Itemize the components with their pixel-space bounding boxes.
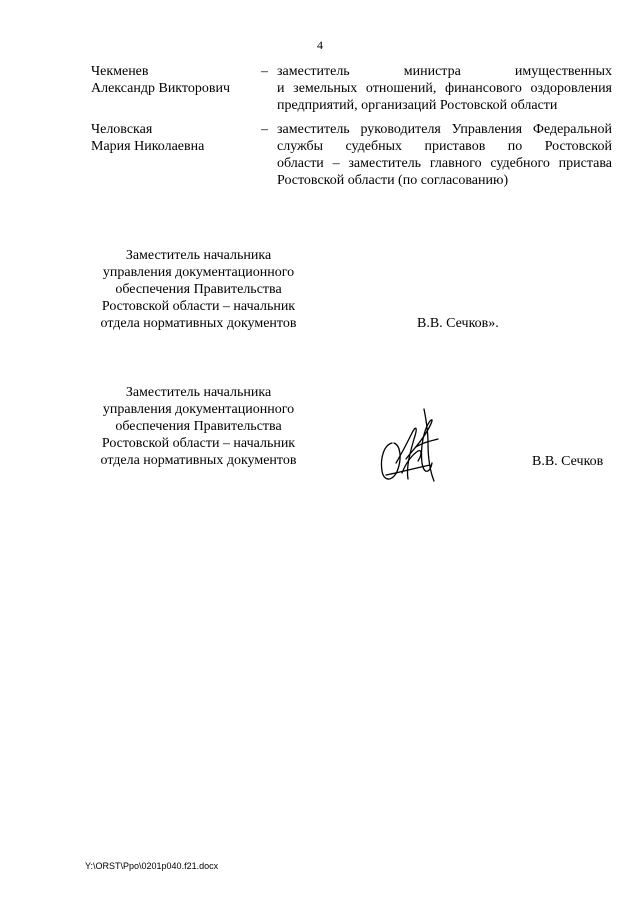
position-line: отдела нормативных документов (100, 316, 297, 331)
signer-name: В.В. Сечков (532, 454, 604, 469)
position-line: обеспечения Правительства (115, 419, 282, 434)
member-surname: Чекменев (91, 64, 149, 79)
position-line: отдела нормативных документов (100, 453, 297, 468)
position-line: обеспечения Правительства (115, 282, 282, 297)
position-line: управления документационного (102, 402, 295, 417)
signer-name: В.В. Сечков». (417, 316, 499, 331)
signature-position-title (91, 247, 306, 332)
member-role (277, 63, 612, 114)
position-line: Ростовской области – начальник (101, 299, 296, 314)
dash: – (261, 122, 268, 137)
handwritten-signature (372, 403, 446, 489)
role-line: заместитель министра имущественных (277, 64, 612, 79)
role-line: заместитель руководителя Управления Федеральной (277, 122, 612, 137)
position-line: управления документационного (102, 265, 295, 280)
page-number: 4 (317, 38, 323, 52)
member-name (91, 121, 261, 155)
member-surname: Человская (91, 122, 153, 137)
member-given-names: Александр Викторович (91, 81, 231, 96)
role-line: и земельных отношений, финансового оздоровления (277, 81, 612, 96)
position-line: Заместитель начальника (125, 248, 272, 263)
role-line: Ростовской области (по согласованию) (277, 173, 509, 188)
role-line: службы судебных приставов по Ростовской (277, 139, 612, 154)
file-path-footer: Y:\ORST\Ppo\0201p040.f21.docx (85, 861, 219, 871)
position-line: Заместитель начальника (125, 385, 272, 400)
role-line: области – заместитель главного судебного пристава (277, 156, 612, 171)
dash: – (261, 64, 268, 79)
role-line: предприятий, организаций Ростовской области (277, 98, 558, 113)
member-role (277, 121, 612, 189)
member-given-names: Мария Николаевна (91, 139, 205, 154)
position-line: Ростовской области – начальник (101, 436, 296, 451)
signature-position-title (91, 384, 306, 469)
member-name (91, 63, 261, 97)
